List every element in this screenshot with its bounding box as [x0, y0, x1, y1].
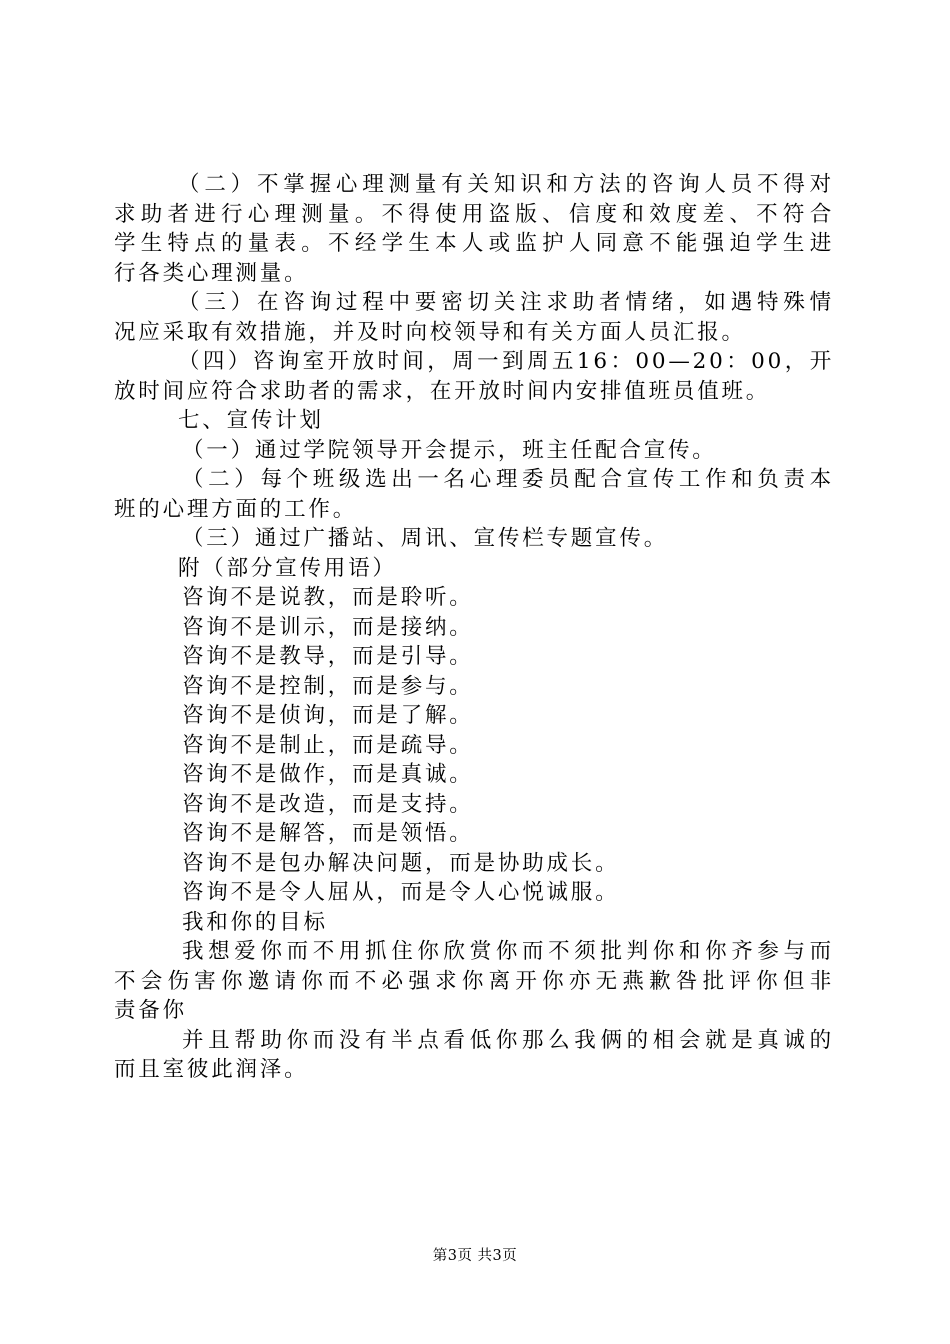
text-line: 七、宣传计划	[178, 408, 324, 433]
text-line: 不会伤害你邀请你而不必强求你离开你亦无燕歉咎批评你但非	[114, 968, 834, 994]
text-line: 学生特点的量表。不经学生本人或监护人同意不能强迫学生进	[114, 231, 834, 256]
text-line: 并且帮助你而没有半点看低你那么我俩的相会就是真诚的	[182, 1027, 834, 1053]
document-body	[114, 170, 834, 1085]
text-line: （四）咨询室开放时间，周一到周五16：00—20：00，开	[178, 349, 834, 374]
text-line: 咨询不是令人屈从，而是令人心悦诚服。	[182, 880, 620, 905]
text-line: 而且室彼此润泽。	[114, 1057, 309, 1082]
text-line: 咨询不是教导，而是引导。	[182, 644, 474, 669]
text-line: 放时间应符合求助者的需求，在开放时间内安排值班员值班。	[114, 378, 771, 404]
text-line: 行各类心理测量。	[114, 260, 309, 286]
text-line: 咨询不是包办解决问题，而是协助成长。	[182, 850, 620, 876]
text-line: 咨询不是控制，而是参与。	[182, 673, 474, 699]
text-line: 我和你的目标	[182, 909, 328, 935]
text-line: 求助者进行心理测量。不得使用盗版、信度和效度差、不符合	[114, 201, 834, 227]
text-line: 附（部分宣传用语）	[178, 555, 397, 581]
text-line: （二）不掌握心理测量有关知识和方法的咨询人员不得对	[178, 172, 834, 197]
text-line: 班的心理方面的工作。	[114, 496, 358, 522]
text-line: 咨询不是侦询，而是了解。	[182, 703, 474, 728]
text-line: 咨询不是做作，而是真诚。	[182, 762, 474, 787]
text-line: （二）每个班级选出一名心理委员配合宣传工作和负责本	[182, 467, 834, 492]
text-line: （一）通过学院领导开会提示，班主任配合宣传。	[182, 437, 717, 463]
text-line: 责备你	[114, 998, 187, 1023]
text-line: 咨询不是改造，而是支持。	[182, 791, 474, 817]
text-line: （三）通过广播站、周讯、宣传栏专题宣传。	[182, 526, 669, 551]
text-line: （三）在咨询过程中要密切关注求助者情绪，如遇特殊情	[178, 290, 834, 315]
page-footer: 第3页 共3页	[432, 1248, 518, 1264]
text-line: 我想爱你而不用抓住你欣赏你而不须批判你和你齐参与而	[182, 939, 834, 964]
text-line: 咨询不是训示，而是接纳。	[182, 614, 474, 640]
text-line: 咨询不是制止，而是疏导。	[182, 732, 474, 758]
text-line: 咨询不是说教，而是聆听。	[182, 585, 474, 610]
text-line: 咨询不是解答，而是领悟。	[182, 821, 474, 846]
text-line: 况应采取有效措施，并及时向校领导和有关方面人员汇报。	[114, 319, 746, 345]
